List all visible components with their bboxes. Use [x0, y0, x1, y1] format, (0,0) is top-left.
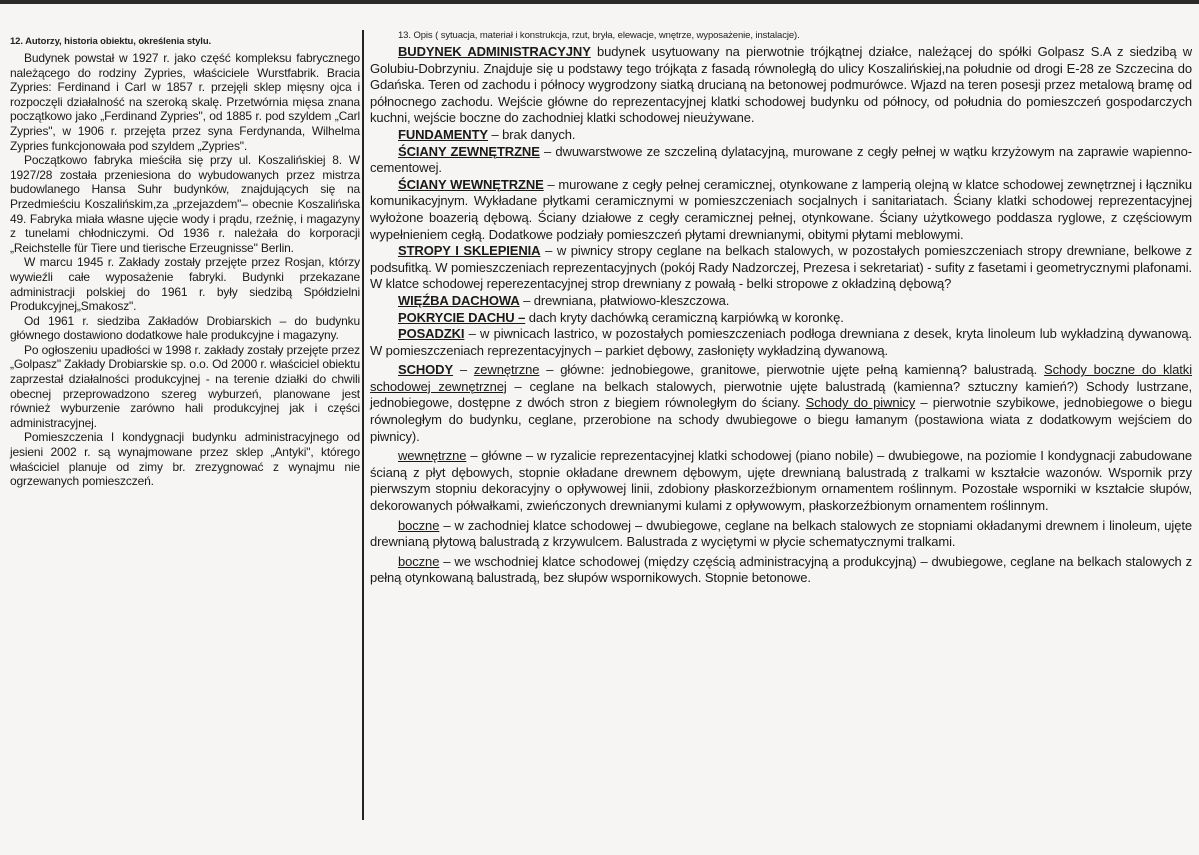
section-sciany-wewnetrzne [370, 177, 1192, 243]
section-text: dach kryty dachówką ceramiczną karpiówką w koronkę. [525, 309, 844, 325]
section-sciany-zewnetrzne [370, 144, 1192, 177]
section-heading: POSADZKI [398, 326, 465, 342]
section-fundamenty [370, 127, 1192, 144]
section-text: – w piwnicach lastrico, w pozostałych pomieszczeniach podłoga drewniana z desek, kryta linoleum lub wykładziną dywanową. W pomieszczeniach reprezentacyjnych – parkiet dębowy, zasłonięty wykładziną dywanową. [370, 326, 1192, 358]
top-border [0, 0, 1199, 4]
right-column-description [370, 30, 1192, 587]
section-text: – we wschodniej klatce schodowej (między częścią administracyjną a produkcyjną) – dwubiegowe, ceglane na belkach stalowych z pełną otynkowaną balustradą, bez słupów wspornikowych. Stopnie betonowe. [370, 553, 1192, 586]
section-heading: ŚCIANY WEWNĘTRZNE [398, 176, 544, 192]
section-heading: POKRYCIE DACHU – [398, 309, 526, 325]
section-schody-wewnetrzne [370, 448, 1192, 514]
section-heading: BUDYNEK ADMINISTRACYJNY [398, 44, 591, 59]
section-text: – drewniana, płatwiowo-kleszczowa. [519, 292, 730, 308]
section-stropy [370, 243, 1192, 293]
schody-subheading: zewnętrzne [473, 362, 540, 378]
section-13-label: 13. Opis ( sytuacja, materiał i konstrukcja, rzut, bryła, elewacje, wnętrze, wyposażenie, instalacje). [398, 30, 800, 41]
schody-subheading: Schody boczne do klatki schodowej zewnętrznej [370, 362, 1192, 394]
section-heading: WIĘŹBA DACHOWA [398, 292, 520, 308]
section-budynek [370, 44, 1192, 127]
section-text: – główne: jednobiegowe, granitowe, pierwotnie ujęte pełną kamienną? balustradą. [539, 362, 1045, 378]
section-wiezba [370, 293, 1192, 310]
section-schody-boczne-wschod [370, 554, 1192, 587]
history-paragraph: Budynek powstał w 1927 r. jako część kompleksu fabrycznego należącego do rodziny Zypries, właściciele Wurstfabrik. Bracia Zypries: Ferdinand i Carl w 1857 r. przejęli sklep mięsny ojca i rozpoczęli działalność na szeroką skalę. Przetwórnia mięsa znana początkowo jako „Ferdinand Zypries", od 1885 r. pod szyldem „Carl Zypries", w 1906 r. przejęta przez syna Ferdynanda, Wilhelma Zypries funkcjonowała pod szyldem „Zypries". [10, 51, 360, 153]
left-column-history [10, 36, 360, 489]
section-schody-boczne-zachod [370, 518, 1192, 551]
section-heading: ŚCIANY ZEWNĘTRZNE [398, 143, 540, 159]
section-text: – murowane z cegły pełnej ceramicznej, otynkowane z lamperią olejną w klatce schodowej zewnętrznej i łączniku komunikacyjnym. Wykładane płytkami ceramicznymi w pomieszczeniach socjalnych i sanitariatach. Ściany klatki schodowej reprezentacyjnej wyłożone boazerią dębową. Ściany działowe z cegły ceramicznej pełnej, otynkowane. Ściany użytkowego poddasza ryglowe, z częściowym wypełnieniem cegłą. Dodatkowe podziały pomieszczeń płytami drewnianymi, obitymi płytami meblowymi. [370, 176, 1192, 242]
section-text: – główne – w ryzalicie reprezentacyjnej klatki schodowej (piano nobile) – dwubiegowe, na poziomie I kondygnacji zabudowane ścianą z płyt dębowych, stopnie okładane drewnem dębowym, ujęte drewnianą balustradą z tralkami w kształcie wazonów. Wspornik przy pierwszym stopniu dekoracyjny o opływowej linii, zdobiony płaskorzeźbionym ornamentem roślinnym. Pozostałe wsporniki w kształcie słupów, dekorowanych półwałkami, zwieńczonych drewnianymi kulami z opływowym, płaskorzeźbionym ornamentem roślinnym. [370, 448, 1192, 514]
history-paragraph: Po ogłoszeniu upadłości w 1998 r. zakłady zostały przejęte przez „Golpasz" Zakłady Drobiarskie sp. o.o. Od 2000 r. właściciel obiektu zaprzestał działalności produkcyjnej - na terenie działki do chwili obecnej przeprowadzono szereg wyburzeń, planowane jest również wyburzenie zarówno hali produkcyjnej jak i części administracyjnej. [10, 342, 360, 430]
section-text: – dwuwarstwowe ze szczeliną dylatacyjną, murowane z cegły pełnej w wątku krzyżowym na zaprawie wapienno-cementowej. [370, 143, 1192, 176]
section-text: budynek usytuowany na pierwotnie trójkątnej działce, należącej do spółki Golpasz S.A z siedzibą w Golubiu-Dobrzyniu. Znajduje się u podstawy tego trójkąta z fasadą równoległą do ulicy Koszalińskiej,na południe od drogi E-28 ze Szczecina do Gdańska. Teren od zachodu i północy wygrodzony siatką drucianą na betonowej podmurówce. Wjazd na teren posesji przez metalową bramę od północnego zachodu. Wejście główne do reprezentacyjnej klatki schodowej budynku od północy, od południa do pomieszczeń gospodarczych kuchni, wejście boczne do zachodniej klatki schodowej nieużywane. [370, 44, 1192, 126]
schody-subheading: boczne [398, 517, 440, 533]
section-heading: SCHODY [398, 362, 454, 378]
section-schody: SCHODY – zewnętrzne – główne: jednobiegowe, granitowe, pierwotnie ujęte pełną kamienną? balustradą. Schody boczne do klatki schodowej zewnętrznej – ceglane na belkach stalowych, pierwotnie ujęte balustradą (kamienna? sztuczny kamień?) Schody lustrzane, jednobiegowe, dostępne z dwóch stron z biegiem równoległym do ściany. Schody do piwnicy – pierwotnie szybikowe, jednobiegowe o biegu równoległym do budynku, ceglane, przerobione na schody dwubiegowe o biegu łamanym (postawiona wiata z dodatkowym wejściem do piwnicy). [370, 362, 1192, 444]
section-text: – w zachodniej klatce schodowej – dwubiegowe, ceglane na belkach stalowych ze stopniami okładanymi drewnem i linoleum, ujęte drewnianą płytową balustradą z krzywulcem. Balustrada z wyciętymi w płycie schematycznymi tralkami. [370, 517, 1192, 550]
schody-subheading: boczne [398, 553, 440, 569]
schody-subheading: Schody do piwnicy [805, 395, 916, 411]
history-paragraph: Początkowo fabryka mieściła się przy ul. Koszalińskiej 8. W 1927/28 została przeniesiona do wybudowanych przez mistrza budowlanego Hansa Suhr budynków, znajdujących się na Przedmieściu Koszalińskim,za „przejazdem"– obecnie Koszalińska 49. Fabryka miała własne ujęcie wody i prądu, rzeźnię, i magazyny z tunelami chłodniczymi. Od 1936 r. należała do korporacji „Reichstelle für Tiere und tierische Erzeugnisse" Berlin. [10, 153, 360, 255]
schody-subheading: wewnętrzne [398, 448, 467, 464]
section-12-label: 12. Autorzy, historia obiektu, określenia stylu. [10, 36, 212, 47]
section-text: – ceglane na belkach stalowych, pierwotnie ujęte balustradą (kamienna? sztuczny kamień?) Schody lustrzane, jednobiegowe, dostępne z dwóch stron z biegiem równoległym do ściany. [370, 378, 1192, 411]
column-divider [362, 30, 364, 820]
history-paragraph: Pomieszczenia I kondygnacji budynku administracyjnego od jesieni 2002 r. są wynajmowane przez sklep „Antyki", którego właściciel planuje od zimy br. zrezygnować z wynajmu nie ogrzewanych pomieszczeń. [10, 430, 360, 489]
section-pokrycie [370, 310, 1192, 327]
section-heading: STROPY I SKLEPIENIA [398, 243, 541, 259]
section-text: – pierwotnie szybikowe, jednobiegowe o biegu równoległym do budynku, ceglane, przerobione na schody dwubiegowe o biegu łamanym (postawiona wiata z dodatkowym wejściem do piwnicy). [370, 395, 1192, 444]
section-text: – brak danych. [488, 126, 576, 142]
history-paragraph: Od 1961 r. siedziba Zakładów Drobiarskich – do budynku głównego dostawiono dodatkowe hale produkcyjne i magazyny. [10, 313, 360, 343]
section-posadzki [370, 326, 1192, 359]
section-text: – w piwnicy stropy ceglane na belkach stalowych, w pozostałych pomieszczeniach stropy drewniane, belkowe z podsufitką. W pomieszczeniach reprezentacyjnych (pokój Rady Nadzorczej, Prezesa i sekretariat) - sufity z fasetami i geometrycznymi plafonami. W klatce schodowej reperezentacyjnej strop drewniany z powałą - belki stropowe z okładziną dębową? [370, 243, 1192, 292]
section-heading: FUNDAMENTY [398, 126, 488, 142]
history-paragraph: W marcu 1945 r. Zakłady zostały przejęte przez Rosjan, którzy wywieźli całe wyposażenie fabryki. Budynki przekazane administracji polskiej do 1961 r. były siedzibą Spółdzielni Produkcyjnej„Smakosz". [10, 255, 360, 314]
